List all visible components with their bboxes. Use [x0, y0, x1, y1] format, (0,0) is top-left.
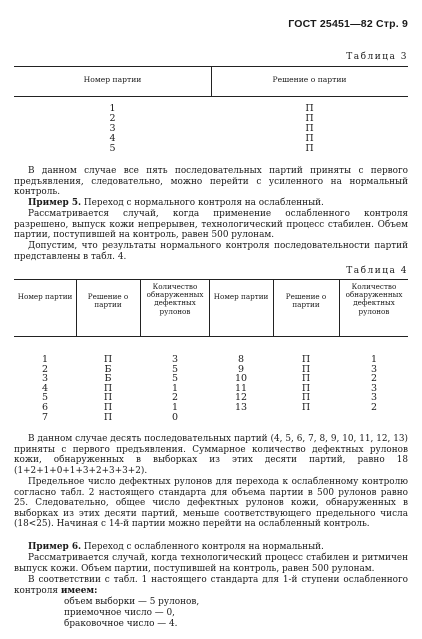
table3-row: П: [305, 133, 314, 144]
table3-row: П: [305, 103, 314, 114]
list-item: объем выборки — 5 рулонов,: [64, 597, 200, 607]
paragraph: В данном случае десять последовательных партий (4, 5, 6, 7, 8, 9, 10, 11, 12, 13) приняты с первого предъявления. Суммарное количество дефектных рулонов кожи, обнаруженных в выборках из этих десяти партий, равно 18 (1+2+1+0+1+3+2+3+3+2).: [14, 434, 408, 476]
table4-column: 8 9 10 11 12 13: [234, 354, 248, 413]
list-item: браковочное число — 4.: [64, 619, 178, 629]
table4-header: Количество обнаруженных дефектных рулонов: [345, 282, 403, 316]
paragraph: В соответствии с табл. 1 настоящего стандарта для 1-й ступени ослабленного контроля имеем:: [14, 575, 408, 596]
paragraph: В данном случае все пять последовательных партий приняты с первого предъявления, следовательно, можно перейти с усиленного на нормальный контроль.: [14, 166, 408, 198]
table4-header: Решение о партии: [285, 292, 327, 310]
paragraph: Рассматривается случай, когда технологический процесс стабилен и ритмичен выпуск кожи. Объем партии, поступившей на контроль, равен 500 рулонам.: [14, 553, 408, 574]
table3-row: 5: [109, 143, 116, 154]
table4-column: 3 5 5 1 2 1 0: [171, 354, 179, 423]
table4-column: 1 3 2 3 3 2: [370, 354, 378, 413]
table4-column: П Б Б П П П П: [103, 354, 113, 423]
table4-header: Номер партии: [213, 292, 269, 301]
paragraph: Допустим, что результаты нормального контроля последовательности партий представлены в табл. 4.: [14, 241, 408, 262]
table4-header: Количество обнаруженных дефектных рулонов: [146, 282, 204, 316]
table4-header-rule: [14, 336, 408, 337]
list-item: приемочное число — 0,: [64, 608, 175, 618]
example-6-heading: Пример 6. Переход с ослабленного контроля на нормальный.: [28, 542, 324, 552]
table3-caption: Таблица 3: [346, 52, 408, 62]
table4-header: Решение о партии: [87, 292, 129, 310]
table4-divider: [209, 279, 210, 336]
table3-row: 2: [109, 113, 116, 124]
table3-row: П: [305, 123, 314, 134]
table4-header: Номер партии: [17, 292, 73, 301]
table4-caption: Таблица 4: [346, 266, 408, 276]
table4-column: 1 2 3 4 5 6 7: [41, 354, 49, 423]
table4-column: П П П П П П: [301, 354, 311, 413]
page-header: ГОСТ 25451—82 Стр. 9: [288, 18, 408, 30]
example-5-heading: Пример 5. Переход с нормального контроля на ослабленный.: [28, 198, 324, 208]
table3-header-rule: [14, 96, 408, 97]
table3-header-decision: Решение о партии: [272, 75, 347, 84]
table3-row: П: [305, 143, 314, 154]
table4-top-rule: [14, 279, 408, 280]
table3-row: 3: [109, 123, 116, 134]
table3-header-number: Номер партии: [83, 75, 142, 84]
table3-row: 4: [109, 133, 116, 144]
paragraph: Рассматривается случай, когда применение ослабленного контроля разрешено, выпуск кожи непрерывен, технологический процесс стабилен. Объем партии, поступившей на контроль, равен 500 рулонам.: [14, 209, 408, 241]
table3-row: 1: [109, 103, 116, 114]
table3-row: П: [305, 113, 314, 124]
paragraph: Предельное число дефектных рулонов для перехода к ослабленному контролю согласно табл. 2 настоящего стандарта для объема партии в 500 рулонов равно 25. Следовательно, общее число дефектных рулонов кожи, обнаруженных в выборках из этих десяти партий, меньше соответствующего предельного числа (18<25). Начиная с 14-й партии можно перейти на ослабленный контроль.: [14, 477, 408, 530]
